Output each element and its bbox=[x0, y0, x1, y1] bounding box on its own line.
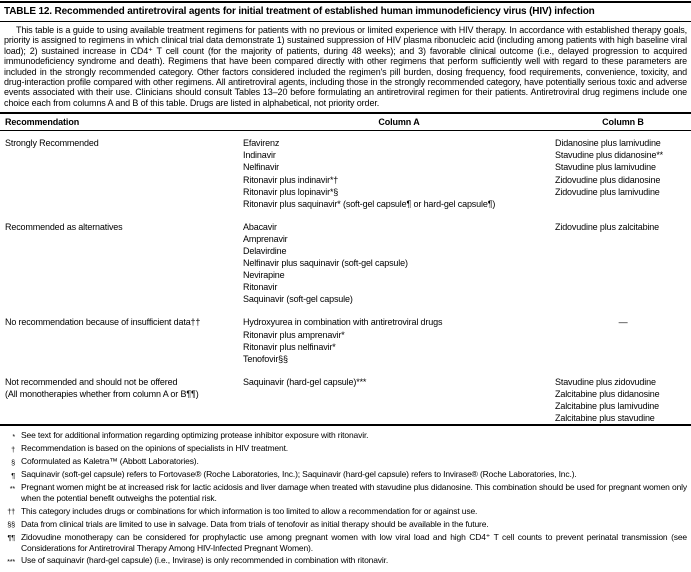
drug-item: Ritonavir bbox=[243, 282, 278, 293]
recommendation-cell bbox=[5, 316, 243, 364]
drug-item: Amprenavir bbox=[243, 233, 288, 244]
recommendation-cell bbox=[5, 137, 243, 210]
drug-item: Saquinavir (hard-gel capsule)*** bbox=[243, 376, 367, 387]
drug-item: Ritonavir plus amprenavir* bbox=[243, 329, 345, 340]
drug-item: Didanosine plus lamivudine bbox=[555, 138, 661, 149]
footnote-marker: § bbox=[11, 457, 15, 467]
footnote-text: Recommendation is based on the opinions of specialists in HIV treatment. bbox=[21, 443, 289, 454]
drug-item: Nelfinavir bbox=[243, 162, 280, 173]
recommendation-label: Not recommended and should not be offered bbox=[5, 376, 178, 387]
recommendation-label: Recommended as alternatives bbox=[5, 221, 123, 232]
column-b-cell bbox=[555, 316, 691, 364]
drug-item: Nevirapine bbox=[243, 270, 285, 281]
footnote bbox=[2, 519, 687, 531]
table-body bbox=[0, 131, 691, 424]
column-b-cell bbox=[555, 221, 691, 306]
drug-item: Ritonavir plus saquinavir* (soft-gel capsule¶ or hard-gel capsule¶) bbox=[243, 198, 496, 209]
drug-item: Abacavir bbox=[243, 221, 277, 232]
drug-item: Zalcitabine plus lamivudine bbox=[555, 401, 660, 412]
drug-item: Tenofovir§§ bbox=[243, 353, 288, 364]
footnote-marker: ¶¶ bbox=[7, 533, 15, 543]
drug-item: Ritonavir plus lopinavir*§ bbox=[243, 186, 339, 197]
drug-item: Saquinavir (soft-gel capsule) bbox=[243, 294, 353, 305]
footnote bbox=[2, 532, 687, 554]
footnote-marker: * bbox=[12, 431, 15, 441]
footnote-marker: ¶ bbox=[11, 470, 15, 480]
table-row-group-no-recommendation bbox=[5, 316, 691, 364]
footnote-text: Pregnant women might be at increased risk for lactic acidosis and liver damage when treated with stavudine plus didanosine. This combination should be used for pregnant women only when the potential benefit outweighs the potential risk. bbox=[21, 482, 687, 504]
drug-item: Nelfinavir plus saquinavir (soft-gel capsule) bbox=[243, 258, 408, 269]
drug-item: Ritonavir plus indinavir*† bbox=[243, 174, 339, 185]
footnote-text: Saquinavir (soft-gel capsule) refers to Fortovase® (Roche Laboratories, Inc.); Saquinavir (hard-gel capsule) refers to Invirase® (Roche Laboratories, Inc.). bbox=[21, 469, 577, 480]
footnote bbox=[2, 443, 687, 455]
table-row-group-strongly-recommended bbox=[5, 137, 691, 210]
drug-item: Delavirdine bbox=[243, 246, 287, 256]
table-header-row bbox=[0, 114, 691, 130]
footnote-marker: ** bbox=[9, 483, 15, 493]
footnote-marker: §§ bbox=[7, 520, 15, 530]
footnote-text: Data from clinical trials are limited to use in salvage. Data from trials of tenofovir as initial therapy should be available in the future. bbox=[21, 518, 489, 529]
column-b-cell bbox=[555, 137, 691, 210]
drug-item: Zidovudine plus didanosine bbox=[555, 174, 661, 185]
drug-item: Zalcitabine plus didanosine bbox=[555, 388, 660, 399]
footnote-marker: *** bbox=[7, 556, 15, 566]
recommendation-cell bbox=[5, 376, 243, 424]
footnotes-section bbox=[0, 426, 691, 567]
drug-item: Zidovudine plus zalcitabine bbox=[555, 221, 660, 232]
drug-item: Stavudine plus didanosine** bbox=[555, 150, 664, 161]
recommendation-cell bbox=[5, 221, 243, 306]
recommendation-label: Strongly Recommended bbox=[5, 138, 99, 149]
column-header-b: Column B bbox=[602, 117, 644, 128]
page-title: TABLE 12. Recommended antiretroviral agents for initial treatment of established human immunodeficiency virus (HIV) infection bbox=[4, 6, 595, 17]
footnote-text: This category includes drugs or combinations for which information is too limited to allow a recommendation for or against use. bbox=[21, 505, 478, 516]
drug-item: Stavudine plus zidovudine bbox=[555, 376, 656, 387]
footnote bbox=[2, 506, 687, 518]
column-a-cell bbox=[243, 137, 555, 210]
column-header-a: Column A bbox=[378, 117, 420, 128]
footnote-marker: † bbox=[11, 444, 15, 454]
drug-item: Efavirenz bbox=[243, 138, 280, 149]
footnote-marker: †† bbox=[7, 507, 15, 517]
footnote-text: See text for additional information regarding optimizing protease inhibitor exposure with ritonavir. bbox=[21, 430, 369, 441]
column-b-cell bbox=[555, 376, 691, 424]
column-header-recommendation: Recommendation bbox=[5, 117, 80, 128]
drug-item: Zalcitabine plus stavudine bbox=[555, 413, 655, 424]
footnote bbox=[2, 555, 687, 567]
footnote-text: Zidovudine monotherapy can be considered for prophylactic use among pregnant women with low viral load and high CD4⁺ T cell counts to prevent perinatal transmission (see Considerations for Antiretroviral Therapy Among HIV-Infected Pregnant Women). bbox=[21, 531, 687, 553]
drug-item: Indinavir bbox=[243, 150, 276, 161]
footnote bbox=[2, 469, 687, 481]
footnote bbox=[2, 430, 687, 442]
drug-item: Hydroxyurea in combination with antiretroviral drugs bbox=[243, 317, 443, 328]
column-a-cell bbox=[243, 221, 555, 306]
column-a-cell bbox=[243, 376, 555, 424]
recommendation-label: (All monotherapies whether from column A or B¶¶) bbox=[5, 388, 199, 399]
drug-item: Ritonavir plus nelfinavir* bbox=[243, 341, 336, 352]
drug-item: Stavudine plus lamivudine bbox=[555, 162, 656, 173]
table-row-group-not-recommended bbox=[5, 376, 691, 424]
recommendation-label: No recommendation because of insufficient data†† bbox=[5, 317, 201, 328]
footnote bbox=[2, 482, 687, 504]
column-a-cell bbox=[243, 316, 555, 364]
footnote-text: Use of saquinavir (hard-gel capsule) (i.e., Invirase) is only recommended in combination with ritonavir. bbox=[21, 555, 389, 566]
footnote-text: Coformulated as Kaletra™ (Abbott Laboratories). bbox=[21, 456, 199, 467]
footnote bbox=[2, 456, 687, 468]
empty-cell-dash: — bbox=[618, 317, 628, 328]
drug-item: Zidovudine plus lamivudine bbox=[555, 186, 660, 197]
intro-paragraph: This table is a guide to using available treatment regimens for patients with no previous or limited experience with HIV therapy. In accordance with established therapy goals, priority is assigned to regimens in which clinical trial data demonstrate 1) sustained suppression of HIV plasma ribonucleic acid (including among patients with high baseline viral load); 2) sustained increase in CD4⁺ T cell count (for the majority of patients, during 48 weeks); and 3) favorable clinical outcome (i.e., delayed progression to acquired immunodeficiency syndrome and death). Regimens that have been compared directly with other regimens that perform sufficiently well with regard to these parameters are included in the strongly recommended category. Other factors considered included the regimen's pill burden, dosing frequency, food requirements, convenience, toxicity, and drug-interaction profile compared with other regimens. All antiretroviral agents, including those in the strongly recommended category, have potentially serious toxic and adverse events associated with their use. Clinicians should consult Tables 13–20 before formulating an antiretroviral regimen for their patients. Antiretroviral drug regimens include one choice each from columns A and B of this table. Drugs are listed in alphabetical, not priority order. bbox=[4, 25, 687, 108]
table-row-group-alternatives bbox=[5, 221, 691, 306]
